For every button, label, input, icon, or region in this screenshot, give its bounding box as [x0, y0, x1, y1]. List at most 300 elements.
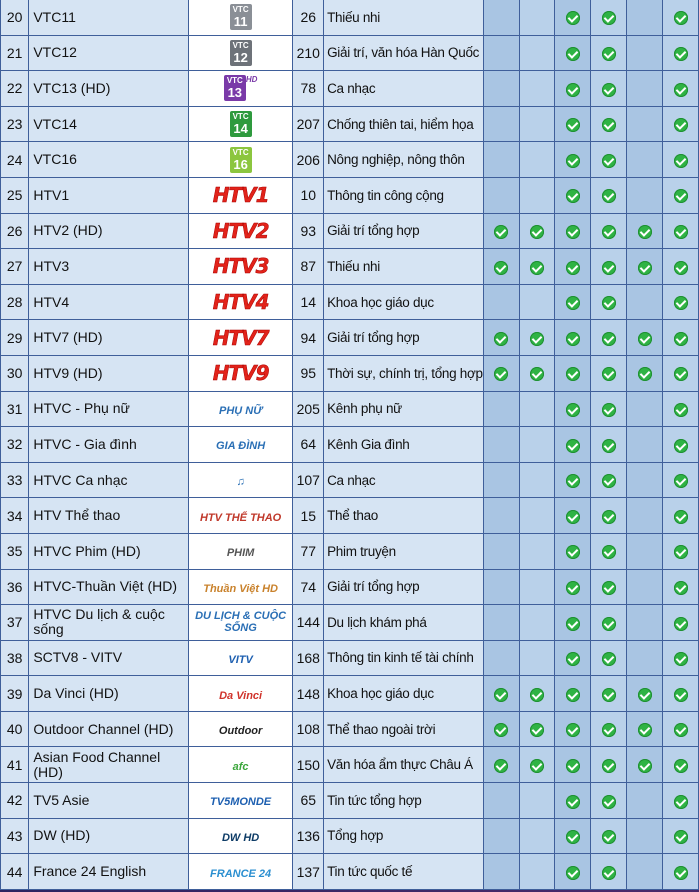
package-cell — [483, 249, 519, 285]
channel-genre: Tổng hợp — [324, 818, 484, 854]
package-cell — [483, 320, 519, 356]
channel-genre: Văn hóa ẩm thực Châu Á — [324, 747, 484, 783]
channel-logo — [188, 71, 293, 107]
vtc-logo-icon — [230, 40, 252, 66]
check-icon — [494, 759, 508, 773]
logo-top-text: VTC — [232, 5, 249, 15]
channel-logo — [188, 320, 293, 356]
channel-logo — [188, 854, 293, 890]
package-cell — [591, 462, 627, 498]
check-icon — [602, 474, 616, 488]
htv-logo-icon: HTV1 — [212, 183, 269, 208]
package-cell — [627, 711, 663, 747]
htv-logo-icon: HTV3 — [212, 254, 269, 279]
check-icon — [566, 332, 580, 346]
channel-logo — [188, 249, 293, 285]
package-cell — [591, 498, 627, 534]
package-cell — [519, 177, 555, 213]
channel-logo-icon: TV5MONDE — [210, 796, 272, 809]
package-cell — [663, 498, 699, 534]
package-cell — [627, 213, 663, 249]
package-cell — [663, 711, 699, 747]
channel-genre: Thiếu nhi — [324, 249, 484, 285]
channel-logo — [188, 284, 293, 320]
package-cell — [555, 854, 591, 890]
check-icon — [494, 723, 508, 737]
channel-genre: Kênh phụ nữ — [324, 391, 484, 427]
package-cell — [663, 854, 699, 890]
channel-name: HTV7 (HD) — [29, 320, 188, 356]
check-icon — [674, 581, 688, 595]
check-icon — [674, 118, 688, 132]
channel-logo-icon: HTV THỂ THAO — [199, 511, 282, 524]
channel-name: DW (HD) — [29, 818, 188, 854]
row-number: 44 — [1, 854, 29, 890]
package-cell — [555, 640, 591, 676]
package-cell — [555, 783, 591, 819]
channel-genre: Phim truyện — [324, 533, 484, 569]
check-icon — [602, 866, 616, 880]
check-icon — [566, 830, 580, 844]
package-cell — [555, 35, 591, 71]
check-icon — [638, 723, 652, 737]
check-icon — [602, 581, 616, 595]
check-icon — [566, 617, 580, 631]
check-icon — [566, 723, 580, 737]
package-cell — [591, 0, 627, 35]
package-cell — [483, 35, 519, 71]
check-icon — [674, 759, 688, 773]
channel-logo — [188, 391, 293, 427]
package-cell — [663, 35, 699, 71]
package-cell — [591, 569, 627, 605]
channel-genre: Thiếu nhi — [324, 0, 484, 35]
package-cell — [663, 0, 699, 35]
row-number: 28 — [1, 284, 29, 320]
package-cell — [555, 249, 591, 285]
package-cell — [627, 106, 663, 142]
package-cell — [519, 106, 555, 142]
package-cell — [519, 284, 555, 320]
check-icon — [566, 545, 580, 559]
package-cell — [591, 35, 627, 71]
check-icon — [674, 723, 688, 737]
htv-logo-icon: HTV9 — [212, 361, 269, 386]
check-icon — [566, 261, 580, 275]
channel-genre: Khoa học giáo dục — [324, 284, 484, 320]
channel-name: VTC13 (HD) — [29, 71, 188, 107]
channel-logo-icon: DU LỊCH & CUỘC SỐNG — [195, 610, 287, 635]
vtc-logo-icon — [230, 4, 252, 30]
package-cell — [591, 640, 627, 676]
package-cell — [555, 711, 591, 747]
package-cell — [591, 320, 627, 356]
channel-logo — [188, 605, 293, 641]
package-cell — [519, 533, 555, 569]
package-cell — [519, 818, 555, 854]
package-cell — [627, 640, 663, 676]
channel-logo — [188, 355, 293, 391]
check-icon — [566, 47, 580, 61]
check-icon — [530, 723, 544, 737]
package-cell — [483, 427, 519, 463]
package-cell — [483, 106, 519, 142]
logo-top-text: VTC — [232, 112, 249, 122]
table-row — [1, 142, 699, 178]
package-cell — [519, 35, 555, 71]
check-icon — [566, 652, 580, 666]
package-cell — [483, 533, 519, 569]
vtc-logo-icon — [230, 111, 252, 137]
channel-genre: Thể thao — [324, 498, 484, 534]
check-icon — [602, 332, 616, 346]
logo-top-text: VTC — [232, 147, 249, 157]
channel-name: TV5 Asie — [29, 783, 188, 819]
check-icon — [566, 154, 580, 168]
package-cell — [555, 355, 591, 391]
package-cell — [663, 284, 699, 320]
package-cell — [555, 106, 591, 142]
table-row — [1, 818, 699, 854]
check-icon — [566, 439, 580, 453]
channel-logo — [188, 462, 293, 498]
check-icon — [602, 403, 616, 417]
check-icon — [566, 11, 580, 25]
package-cell — [519, 640, 555, 676]
channel-number: 94 — [293, 320, 324, 356]
channel-logo — [188, 213, 293, 249]
channel-logo — [188, 498, 293, 534]
check-icon — [566, 296, 580, 310]
check-icon — [602, 118, 616, 132]
check-icon — [602, 154, 616, 168]
channel-logo — [188, 533, 293, 569]
package-cell — [555, 142, 591, 178]
check-icon — [602, 261, 616, 275]
logo-hd-text: HD — [245, 75, 258, 85]
channel-number: 210 — [293, 35, 324, 71]
check-icon — [674, 545, 688, 559]
package-cell — [663, 747, 699, 783]
channel-number: 95 — [293, 355, 324, 391]
channel-genre: Giải trí tổng hợp — [324, 320, 484, 356]
package-cell — [555, 284, 591, 320]
package-cell — [519, 355, 555, 391]
table-row — [1, 177, 699, 213]
row-number: 22 — [1, 71, 29, 107]
channel-logo-icon: ♫ — [236, 476, 245, 489]
channel-logo — [188, 35, 293, 71]
package-cell — [591, 249, 627, 285]
package-cell — [519, 462, 555, 498]
logo-number-text: 12 — [233, 49, 248, 65]
check-icon — [674, 688, 688, 702]
row-number: 39 — [1, 676, 29, 712]
check-icon — [602, 296, 616, 310]
check-icon — [494, 688, 508, 702]
package-cell — [483, 498, 519, 534]
channel-name: HTVC Du lịch & cuộc sống — [29, 605, 188, 641]
package-cell — [483, 711, 519, 747]
package-cell — [663, 676, 699, 712]
check-icon — [530, 332, 544, 346]
check-icon — [674, 11, 688, 25]
package-cell — [519, 249, 555, 285]
row-number: 21 — [1, 35, 29, 71]
channel-genre: Ca nhạc — [324, 462, 484, 498]
check-icon — [494, 261, 508, 275]
check-icon — [638, 759, 652, 773]
check-icon — [566, 225, 580, 239]
package-cell — [627, 35, 663, 71]
channel-genre: Khoa học giáo dục — [324, 676, 484, 712]
channel-name: HTV3 — [29, 249, 188, 285]
row-number: 34 — [1, 498, 29, 534]
package-cell — [627, 498, 663, 534]
package-cell — [483, 177, 519, 213]
check-icon — [566, 118, 580, 132]
check-icon — [602, 83, 616, 97]
channel-logo-icon: PHỤ NỮ — [219, 404, 263, 417]
channel-genre: Chống thiên tai, hiểm họa — [324, 106, 484, 142]
check-icon — [530, 688, 544, 702]
package-cell — [555, 498, 591, 534]
package-cell — [627, 569, 663, 605]
package-cell — [627, 427, 663, 463]
package-cell — [627, 676, 663, 712]
check-icon — [530, 759, 544, 773]
channel-logo-icon: VITV — [228, 653, 253, 666]
check-icon — [602, 47, 616, 61]
check-icon — [602, 688, 616, 702]
package-cell — [591, 783, 627, 819]
package-cell — [627, 320, 663, 356]
package-cell — [627, 605, 663, 641]
package-cell — [663, 249, 699, 285]
channel-logo — [188, 142, 293, 178]
channel-genre: Thông tin kinh tế tài chính — [324, 640, 484, 676]
package-cell — [519, 391, 555, 427]
package-cell — [519, 605, 555, 641]
package-cell — [555, 533, 591, 569]
table-row — [1, 462, 699, 498]
package-cell — [483, 676, 519, 712]
check-icon — [602, 367, 616, 381]
row-number: 33 — [1, 462, 29, 498]
channel-logo-icon: Outdoor — [218, 725, 263, 738]
package-cell — [519, 747, 555, 783]
row-number: 38 — [1, 640, 29, 676]
package-cell — [483, 213, 519, 249]
channel-genre: Thể thao ngoài trời — [324, 711, 484, 747]
channel-logo — [188, 569, 293, 605]
check-icon — [566, 581, 580, 595]
check-icon — [674, 154, 688, 168]
channel-genre: Thông tin công cộng — [324, 177, 484, 213]
package-cell — [483, 640, 519, 676]
check-icon — [674, 261, 688, 275]
check-icon — [674, 83, 688, 97]
channel-logo — [188, 177, 293, 213]
logo-top-text: VTC — [226, 76, 243, 86]
package-cell — [555, 569, 591, 605]
check-icon — [638, 261, 652, 275]
channel-number: 15 — [293, 498, 324, 534]
package-cell — [483, 355, 519, 391]
package-cell — [555, 676, 591, 712]
channel-genre: Giải trí tổng hợp — [324, 213, 484, 249]
package-cell — [519, 427, 555, 463]
channel-number: 26 — [293, 0, 324, 35]
table-row — [1, 213, 699, 249]
package-cell — [663, 71, 699, 107]
channel-logo — [188, 711, 293, 747]
logo-number-text: 16 — [233, 156, 248, 172]
check-icon — [674, 225, 688, 239]
logo-top-text: VTC — [232, 40, 249, 50]
check-icon — [602, 11, 616, 25]
package-cell — [483, 569, 519, 605]
package-cell — [483, 462, 519, 498]
channel-genre: Tin tức tổng hợp — [324, 783, 484, 819]
check-icon — [674, 367, 688, 381]
table-row — [1, 320, 699, 356]
check-icon — [638, 332, 652, 346]
channel-genre: Giải trí, văn hóa Hàn Quốc — [324, 35, 484, 71]
package-cell — [519, 711, 555, 747]
htv-logo-icon: HTV4 — [212, 290, 269, 315]
check-icon — [494, 225, 508, 239]
row-number: 43 — [1, 818, 29, 854]
channel-name: VTC14 — [29, 106, 188, 142]
package-cell — [591, 213, 627, 249]
table-row — [1, 498, 699, 534]
channel-number: 108 — [293, 711, 324, 747]
logo-number-text: 14 — [233, 121, 248, 137]
check-icon — [566, 688, 580, 702]
package-cell — [519, 498, 555, 534]
table-row — [1, 391, 699, 427]
table-row — [1, 249, 699, 285]
check-icon — [602, 189, 616, 203]
check-icon — [494, 332, 508, 346]
channel-logo — [188, 818, 293, 854]
package-cell — [627, 533, 663, 569]
package-cell — [663, 142, 699, 178]
channel-name: SCTV8 - VITV — [29, 640, 188, 676]
channel-number: 168 — [293, 640, 324, 676]
package-cell — [483, 783, 519, 819]
package-cell — [555, 320, 591, 356]
row-number: 25 — [1, 177, 29, 213]
package-cell — [591, 818, 627, 854]
row-number: 24 — [1, 142, 29, 178]
package-cell — [627, 249, 663, 285]
channel-name: France 24 English — [29, 854, 188, 890]
table-row — [1, 106, 699, 142]
package-cell — [627, 284, 663, 320]
row-number: 35 — [1, 533, 29, 569]
package-cell — [663, 320, 699, 356]
package-cell — [591, 427, 627, 463]
channel-name: HTVC - Phụ nữ — [29, 391, 188, 427]
channel-logo — [188, 640, 293, 676]
htv-logo-icon: HTV7 — [212, 325, 269, 350]
package-cell — [663, 355, 699, 391]
vtc-logo-icon — [224, 75, 246, 101]
check-icon — [566, 510, 580, 524]
package-cell — [483, 284, 519, 320]
channel-number: 78 — [293, 71, 324, 107]
check-icon — [566, 189, 580, 203]
package-cell — [591, 142, 627, 178]
package-cell — [627, 0, 663, 35]
table-row — [1, 533, 699, 569]
package-cell — [627, 462, 663, 498]
package-cell — [555, 462, 591, 498]
check-icon — [674, 439, 688, 453]
check-icon — [674, 47, 688, 61]
check-icon — [602, 652, 616, 666]
channel-genre: Tin tức quốc tế — [324, 854, 484, 890]
row-number: 29 — [1, 320, 29, 356]
table-row — [1, 0, 699, 35]
channel-logo — [188, 747, 293, 783]
check-icon — [602, 759, 616, 773]
check-icon — [674, 474, 688, 488]
table-row — [1, 569, 699, 605]
channel-number: 65 — [293, 783, 324, 819]
package-cell — [627, 71, 663, 107]
channel-number: 136 — [293, 818, 324, 854]
channel-logo — [188, 676, 293, 712]
table-row — [1, 355, 699, 391]
check-icon — [566, 83, 580, 97]
channel-genre: Du lịch khám phá — [324, 605, 484, 641]
package-cell — [483, 71, 519, 107]
channel-number: 77 — [293, 533, 324, 569]
check-icon — [674, 403, 688, 417]
channel-logo — [188, 0, 293, 35]
package-cell — [663, 106, 699, 142]
channel-logo-icon: Thuần Việt HD — [203, 582, 278, 595]
package-cell — [663, 391, 699, 427]
package-cell — [663, 640, 699, 676]
package-cell — [555, 391, 591, 427]
check-icon — [602, 545, 616, 559]
check-icon — [602, 617, 616, 631]
package-cell — [555, 213, 591, 249]
package-cell — [591, 177, 627, 213]
table-row — [1, 284, 699, 320]
channel-genre: Ca nhạc — [324, 71, 484, 107]
package-cell — [555, 747, 591, 783]
package-cell — [591, 284, 627, 320]
channel-table-body — [1, 0, 699, 889]
row-number: 36 — [1, 569, 29, 605]
table-row — [1, 640, 699, 676]
check-icon — [530, 225, 544, 239]
package-cell — [591, 391, 627, 427]
channel-name: Asian Food Channel (HD) — [29, 747, 188, 783]
row-number: 32 — [1, 427, 29, 463]
logo-number-text: 11 — [233, 14, 248, 30]
check-icon — [638, 367, 652, 381]
channel-number: 10 — [293, 177, 324, 213]
check-icon — [674, 332, 688, 346]
check-icon — [566, 866, 580, 880]
channel-number: 205 — [293, 391, 324, 427]
